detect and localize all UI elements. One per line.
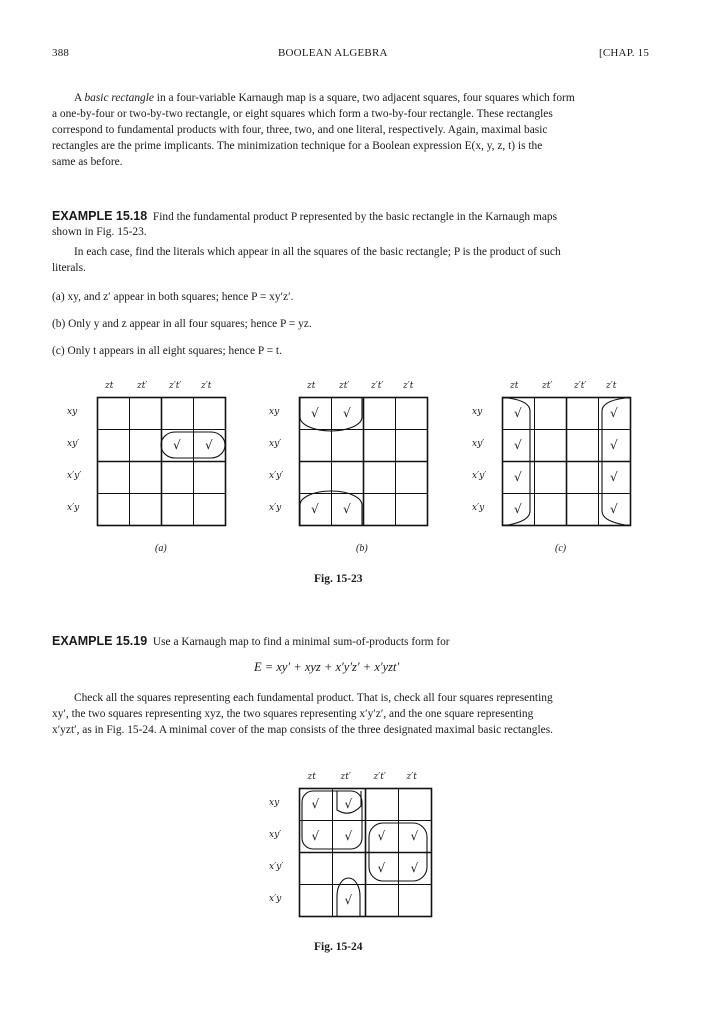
intro-line-2: a one-by-four or two-by-two rectangle, or eight squares which form a two-by-four rectangle. These rectangles (52, 108, 553, 120)
kmap-fig24-check-mark: √ (377, 829, 386, 843)
kmap-c-check-mark: √ (514, 470, 522, 484)
kmap-c-check-mark: √ (610, 406, 618, 420)
kmap-c-col-label: z′t (606, 381, 617, 391)
intro-line-5: same as before. (52, 156, 123, 168)
kmap-fig24-col-label: z′t′ (373, 772, 386, 782)
page-number: 388 (52, 47, 70, 59)
example-15-19-body-1: Check all the squares representing each fundamental product. That is, check all four squares representing (74, 692, 553, 704)
kmap-b-check-mark: √ (311, 502, 319, 516)
kmap-fig24-check-mark: √ (377, 861, 386, 875)
example-15-19-body-2: xy′, the two squares representing xyz, the two squares representing x′y′z′, and the one square representing (52, 708, 534, 720)
kmap-fig24-row-label: xy (269, 798, 280, 808)
kmap-c-check-mark: √ (514, 438, 522, 452)
kmap-b-row-label: x′y′ (269, 471, 284, 481)
kmap-b-row-label: x′y (269, 503, 282, 513)
kmap-c-col-label: zt (510, 381, 519, 391)
kmap-c-col-label: z′t′ (574, 381, 587, 391)
kmap-a-col-label: z′t (201, 381, 212, 391)
example-15-18-explain-2: literals. (52, 262, 86, 274)
kmap-fig24-check-mark: √ (344, 893, 353, 907)
kmap-c-check-mark: √ (610, 470, 618, 484)
kmap-c-check-mark: √ (514, 406, 522, 420)
kmap-a-grid (97, 397, 227, 527)
example-15-18-statement-2: shown in Fig. 15-23. (52, 226, 147, 238)
figure-15-23-label: Fig. 15-23 (314, 573, 363, 585)
kmap-fig24-row-label: x′y′ (269, 862, 284, 872)
kmap-b-check-mark: √ (311, 406, 319, 420)
kmap-c-check-mark: √ (610, 502, 618, 516)
answer-c: (c) Only t appears in all eight squares; hence P = t. (52, 345, 282, 357)
kmap-a-check-mark: √ (173, 438, 181, 452)
kmap-c-check-mark: √ (514, 502, 522, 516)
kmap-b-col-label: zt′ (339, 381, 350, 391)
kmap-b-check-mark: √ (343, 502, 351, 516)
kmap-a-row-label: x′y′ (67, 471, 82, 481)
figure-15-24-label: Fig. 15-24 (314, 941, 363, 953)
kmap-a-col-label: zt (105, 381, 114, 391)
example-15-19-statement: EXAMPLE 15.19 Use a Karnaugh map to find a minimal sum-of-products form for (52, 634, 450, 648)
kmap-fig24-col-label: zt′ (340, 772, 351, 782)
example-15-19-label: EXAMPLE 15.19 (52, 634, 148, 648)
kmap-b-col-label: z′t (403, 381, 414, 391)
intro-line-1: A basic rectangle in a four-variable Karnaugh map is a square, two adjacent squares, four squares which form (74, 92, 575, 104)
kmap-fig24-check-mark: √ (311, 797, 320, 811)
kmap-a-row-label: xy (67, 407, 78, 417)
kmap-b-col-label: z′t′ (371, 381, 384, 391)
kmap-c-row-label: xy′ (472, 439, 485, 449)
kmap-c-row-label: x′y (472, 503, 485, 513)
kmap-a-col-label: z′t′ (169, 381, 182, 391)
kmap-b-check-mark: √ (343, 406, 351, 420)
kmap-a-col-label: zt′ (137, 381, 148, 391)
caption-b: (b) (356, 543, 368, 554)
kmap-fig24-col-label: z′t (406, 772, 417, 782)
kmap-fig24-col-label: zt (307, 772, 316, 782)
intro-line-4: rectangles are the prime implicants. The minimization technique for a Boolean expression E(x, y, z, t) is the (52, 140, 543, 152)
kmap-a-check-mark: √ (205, 438, 213, 452)
kmap-b-row-label: xy (269, 407, 280, 417)
equation-e: E = xy′ + xyz + x′y′z′ + x′yzt′ (254, 660, 400, 674)
kmap-c-col-label: zt′ (542, 381, 553, 391)
kmap-fig24-check-mark: √ (311, 829, 320, 843)
kmap-fig24-check-mark: √ (344, 797, 353, 811)
example-15-18-statement: EXAMPLE 15.18 Find the fundamental product P represented by the basic rectangle in the Karnaugh maps (52, 209, 558, 223)
kmap-fig24-check-mark: √ (344, 829, 353, 843)
kmap-fig24-row-label: xy′ (269, 830, 282, 840)
kmap-a-row-label: xy′ (67, 439, 80, 449)
example-15-18-label: EXAMPLE 15.18 (52, 209, 148, 223)
example-15-18-explain: In each case, find the literals which appear in all the squares of the basic rectangle; P is the product of such (74, 246, 561, 258)
kmap-c-check-mark: √ (610, 438, 618, 452)
kmap-a-row-label: x′y (67, 503, 80, 513)
example-15-19-body-3: x′yzt′, as in Fig. 15-24. A minimal cover of the map consists of the three designated maximal basic rectangles. (52, 724, 553, 736)
intro-term: basic rectangle (84, 92, 154, 104)
kmap-c-row-label: xy (472, 407, 483, 417)
answer-b: (b) Only y and z appear in all four squares; hence P = yz. (52, 318, 312, 330)
caption-c: (c) (555, 543, 567, 554)
intro-line-3: correspond to fundamental products with four, three, two, and one literal, respectively. Again, maximal basic (52, 124, 548, 136)
kmap-b-col-label: zt (307, 381, 316, 391)
kmap-fig24-row-label: x′y (269, 894, 282, 904)
running-title: BOOLEAN ALGEBRA (278, 47, 388, 59)
kmap-b-row-label: xy′ (269, 439, 282, 449)
caption-a: (a) (155, 543, 167, 554)
answer-a: (a) xy, and z′ appear in both squares; hence P = xy′z′. (52, 291, 294, 303)
kmap-fig24-check-mark: √ (410, 829, 419, 843)
kmap-fig24-check-mark: √ (410, 861, 419, 875)
chapter-label: [CHAP. 15 (599, 47, 650, 59)
kmap-c-row-label: x′y′ (472, 471, 487, 481)
